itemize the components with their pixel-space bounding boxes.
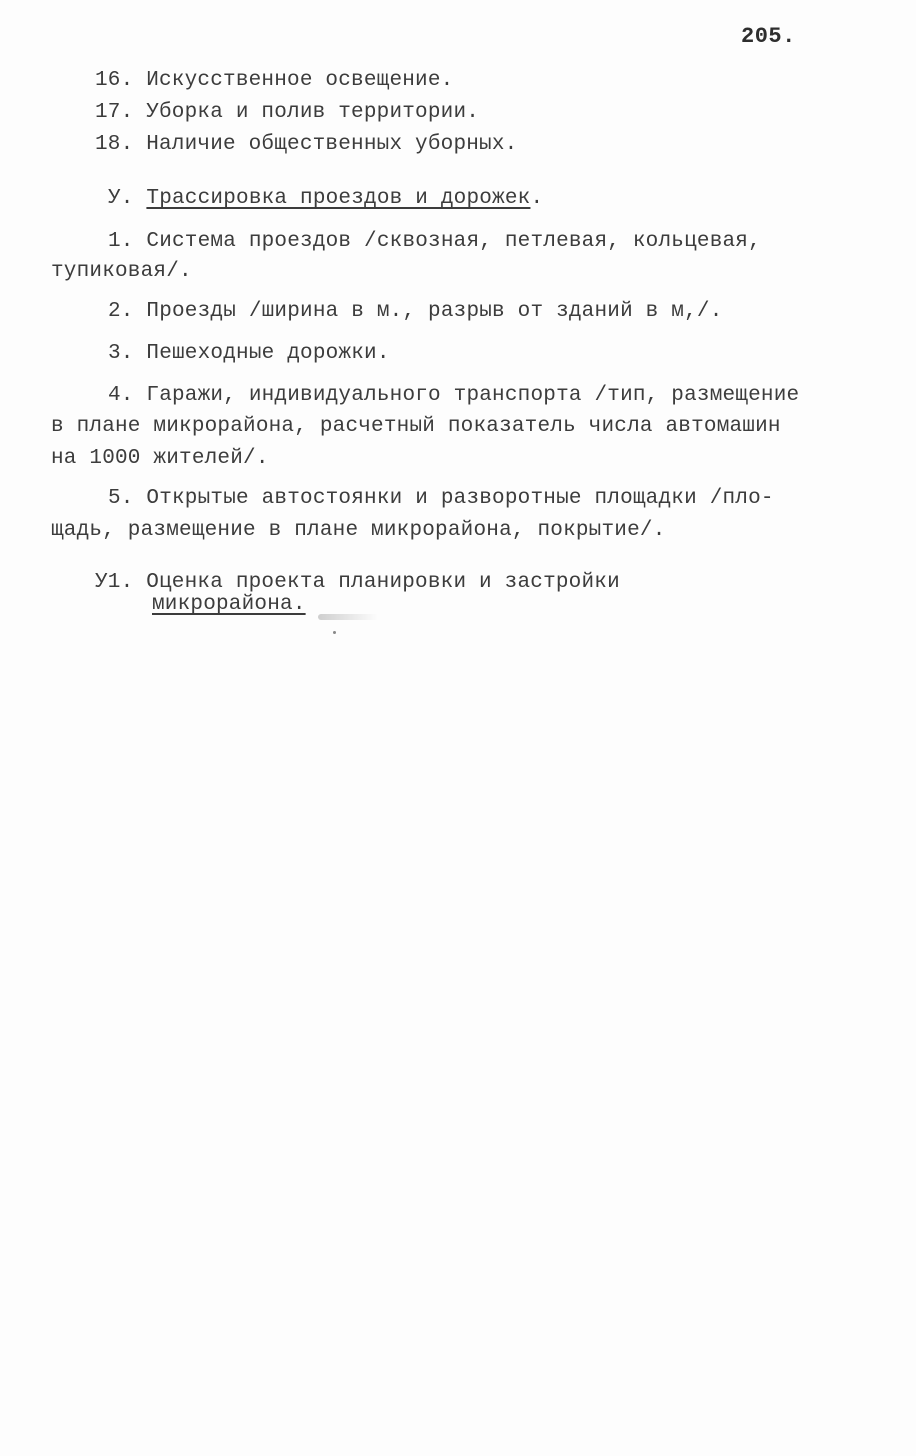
paragraph-2: 2. Проезды /ширина в м., разрыв от зданий в м,/. [108, 300, 723, 323]
list-item-16: 16. Искусственное освещение. [95, 69, 454, 92]
section-number: У. [108, 187, 147, 210]
ink-smudge [318, 614, 378, 620]
section-6-title-end: микрорайона. [152, 593, 306, 616]
paragraph-5-line-2: щадь, размещение в плане микрорайона, покрытие/. [51, 519, 666, 542]
paragraph-4-line-3: на 1000 жителей/. [51, 447, 269, 470]
ink-dot [333, 631, 336, 634]
section-title-period: . [530, 187, 544, 210]
section-heading-6-line-1: У1. Оценка проекта планировки и застройки [95, 571, 620, 594]
list-item-18: 18. Наличие общественных уборных. [95, 133, 518, 156]
paragraph-1-line-2: тупиковая/. [51, 260, 192, 283]
paragraph-4-line-2: в плане микрорайона, расчетный показатель числа автомашин [51, 415, 781, 438]
section-title: Трассировка проездов и дорожек [146, 187, 531, 210]
page-number: 205. [741, 24, 796, 49]
paragraph-1-line-1: 1. Система проездов /сквозная, петлевая, кольцевая, [108, 230, 761, 253]
paragraph-4-line-1: 4. Гаражи, индивидуального транспорта /тип, размещение [108, 384, 800, 407]
section-heading-6-line-2 [152, 592, 306, 618]
list-item-17: 17. Уборка и полив территории. [95, 101, 480, 124]
section-heading-5 [108, 186, 543, 212]
paragraph-3: 3. Пешеходные дорожки. [108, 342, 390, 365]
paragraph-5-line-1: 5. Открытые автостоянки и разворотные площадки /пло- [108, 487, 774, 510]
